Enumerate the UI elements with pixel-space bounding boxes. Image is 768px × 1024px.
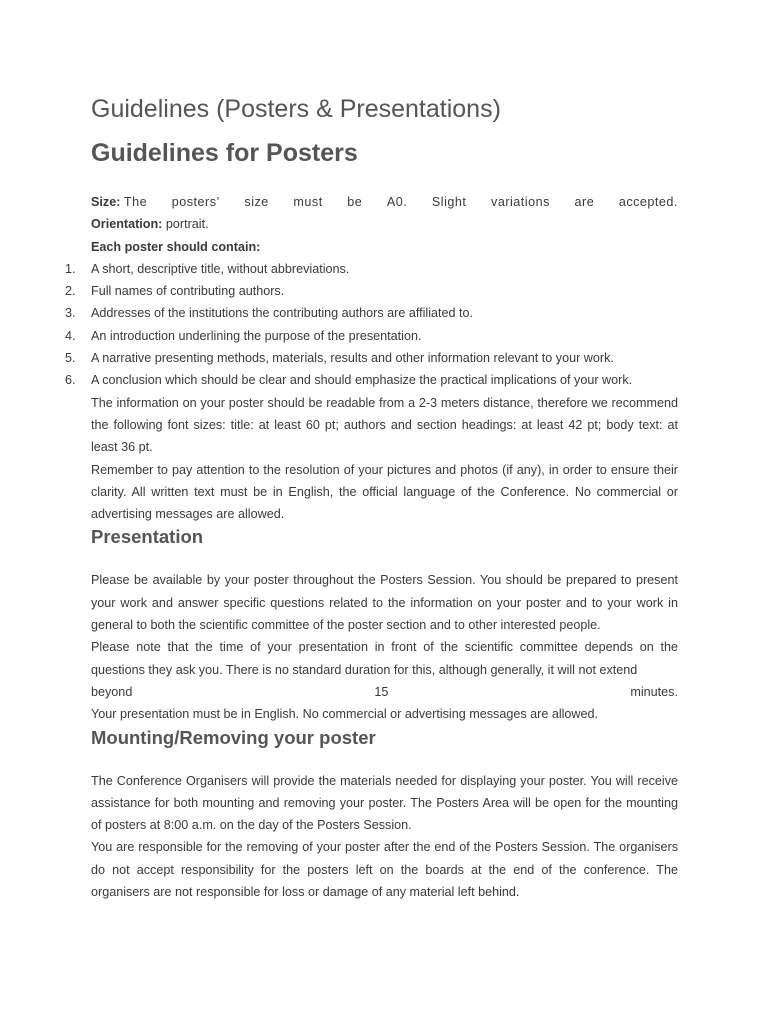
- size-word: are: [574, 195, 595, 209]
- duration-word: 15: [374, 684, 389, 699]
- list-item: [65, 347, 678, 369]
- size-word: The: [123, 195, 148, 209]
- duration-word: minutes.: [630, 684, 678, 699]
- orientation-line: [91, 213, 678, 235]
- list-item-text: Addresses of the institutions the contributing authors are affiliated to.: [91, 306, 474, 321]
- list-item: [65, 258, 678, 280]
- duration-line: [91, 681, 678, 703]
- mounting-heading: Mounting/Removing your poster: [91, 726, 376, 748]
- poster-contents-list: [65, 258, 678, 392]
- list-item-text: Full names of contributing authors.: [91, 284, 285, 299]
- list-number: 5.: [65, 351, 76, 366]
- size-word: must: [293, 195, 323, 209]
- size-word: A0.: [386, 195, 408, 209]
- presentation-heading: Presentation: [91, 526, 204, 548]
- list-number: 2.: [65, 284, 76, 299]
- readability-paragraph: The information on your poster should be readable from a 2-3 meters distance, therefore we recommend the following font sizes: title: at least 60 pt; authors and section headings: at least 42 pt; body text: at least 36 pt.: [91, 395, 678, 455]
- resolution-paragraph: Remember to pay attention to the resolution of your pictures and photos (if any), in order to ensure their clarity. All written text must be in English, the official language of the Conference. No commercial or advertising messages are allowed.: [91, 462, 678, 522]
- mounting-paragraph: The Conference Organisers will provide the materials needed for displaying your poster. You will receive assistance for both mounting and removing your poster. The Posters Area will be open for the mounting of posters at 8:00 a.m. on the day of the Posters Session.: [91, 773, 678, 833]
- list-number: 4.: [65, 328, 76, 343]
- document-content: [65, 93, 678, 903]
- presentation-paragraph: Please be available by your poster throughout the Posters Session. You should be prepared to present your work and answer specific questions related to the information on your poster and to your work in general to both the scientific committee of the poster section and to other interested people.: [91, 573, 678, 633]
- size-word: variations: [491, 195, 550, 209]
- list-item-text: An introduction underlining the purpose of the presentation.: [91, 328, 422, 343]
- list-item: [65, 325, 678, 347]
- contain-label: Each poster should contain:: [91, 239, 261, 254]
- size-word: Slight: [431, 195, 467, 209]
- orientation-label: Orientation:: [91, 217, 163, 232]
- contain-label-line: [91, 236, 678, 258]
- presentation-time-paragraph: Please note that the time of your presentation in front of the scientific committee depends on the questions they ask you. There is no standard duration for this, although generally, it will not extend: [91, 640, 678, 677]
- orientation-value: portrait.: [165, 217, 209, 232]
- size-label-group: [91, 191, 147, 213]
- list-item-text: A short, descriptive title, without abbreviations.: [91, 261, 350, 276]
- size-word: accepted.: [618, 195, 678, 209]
- presentation-language-paragraph: Your presentation must be in English. No commercial or advertising messages are allowed.: [91, 707, 599, 722]
- list-item: [65, 302, 678, 324]
- list-item-text: A conclusion which should be clear and should emphasize the practical implications of your work.: [91, 373, 633, 388]
- list-item: [65, 369, 678, 391]
- size-line: [91, 191, 678, 213]
- removing-paragraph: You are responsible for the removing of your poster after the end of the Posters Session. The organisers do not accept responsibility for the posters left on the boards at the end of the conference. The organisers are not responsible for loss or damage of any material left behind.: [91, 840, 678, 900]
- list-number: 3.: [65, 306, 76, 321]
- size-word: posters’: [171, 195, 220, 209]
- list-number: 1.: [65, 261, 76, 276]
- page-title: Guidelines (Posters & Presentations): [91, 95, 501, 123]
- duration-word: beyond: [91, 684, 133, 699]
- size-label: Size:: [91, 195, 121, 209]
- list-item: [65, 280, 678, 302]
- posters-section-title: Guidelines for Posters: [91, 139, 358, 167]
- list-item-text: A narrative presenting methods, materials, results and other information relevant to your work.: [91, 351, 614, 366]
- list-number: 6.: [65, 373, 76, 388]
- size-word: size: [244, 195, 269, 209]
- size-word: be: [347, 195, 363, 209]
